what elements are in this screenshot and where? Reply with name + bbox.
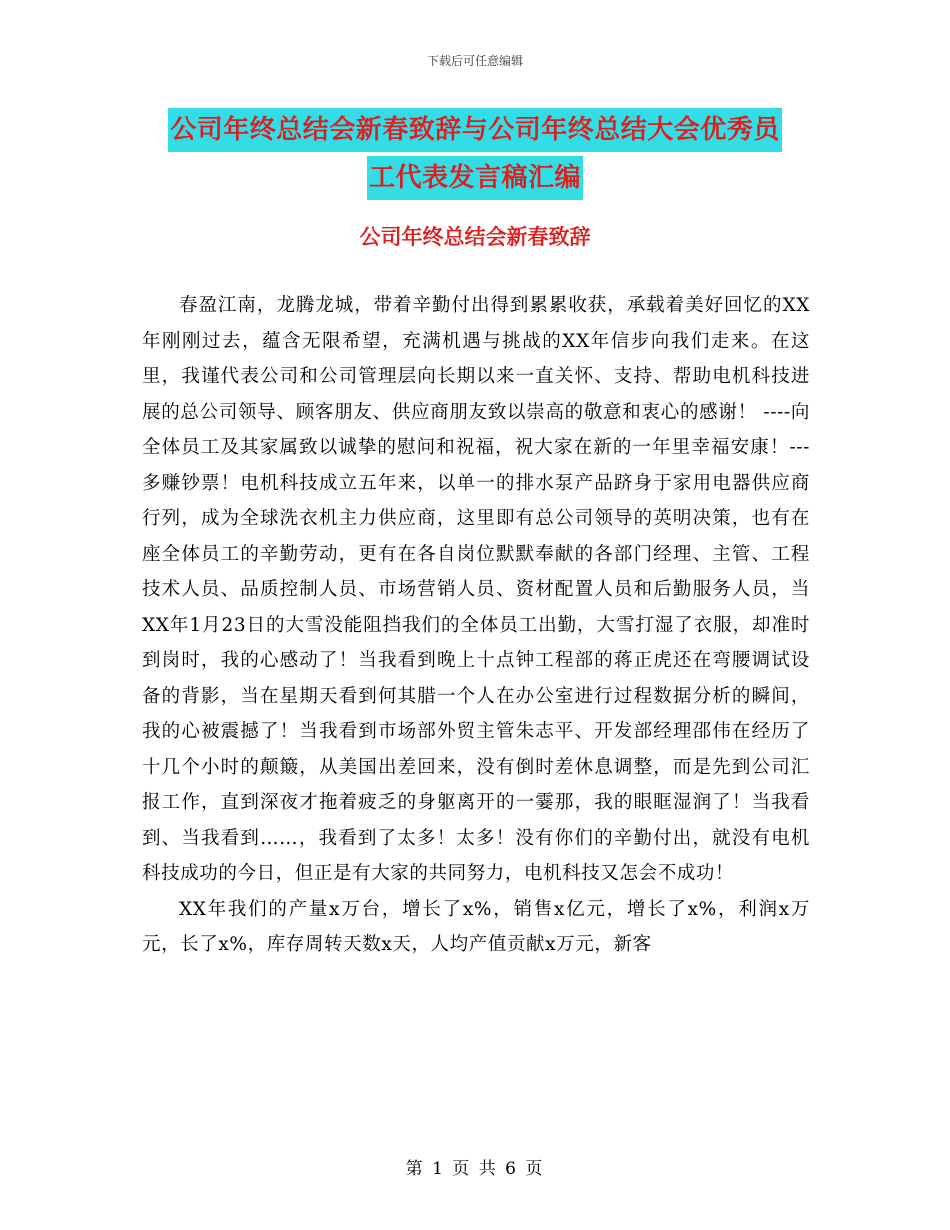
title-line-1: 公司年终总结会新春致辞与公司年终总结大会优秀员 [168, 108, 782, 152]
paragraph-2: XX年我们的产量x万台，增长了x%，销售x亿元，增长了x%，利润x万元，长了x%，库存周转天数x天，人均产值贡献x万元，新客 [142, 898, 810, 955]
paragraph-1: 春盈江南，龙腾龙城，带着辛勤付出得到累累收获，承载着美好回忆的XX年刚刚过去，蕴含无限希望，充满机遇与挑战的XX年信步向我们走来。在这里，我谨代表公司和公司管理层向长期以来一直关怀、支持、帮助电机科技进展的总公司领导、顾客朋友、供应商朋友致以崇高的敬意和衷心的感谢！ ----向全体员工及其家属致以诚挚的慰问和祝福，祝大家在新的一年里幸福安康！---多赚钞票！电机科技成立五年来，以单一的排水泵产品跻身于家用电器供应商行列，成为全球洗衣机主力供应商，这里即有总公司领导的英明决策，也有在座全体员工的辛勤劳动，更有在各自岗位默默奉献的各部门经理、主管、工程技术人员、品质控制人员、市场营销人员、资材配置人员和后勤服务人员，当XX年1月23日的大雪没能阻挡我们的全体员工出勤，大雪打湿了衣服，却准时到岗时，我的心感动了！当我看到晚上十点钟工程部的蒋正虎还在弯腰调试设备的背影，当在星期天看到何其腊一个人在办公室进行过程数据分析的瞬间，我的心被震撼了！当我看到市场部外贸主管朱志平、开发部经理邵伟在经历了十几个小时的颠簸，从美国出差回来，没有倒时差休息调整，而是先到公司汇报工作，直到深夜才拖着疲乏的身躯离开的一霎那，我的眼眶湿润了！当我看到、当我看到……，我看到了太多！太多！没有你们的辛勤付出，就没有电机科技成功的今日，但正是有大家的共同努力，电机科技又怎会不成功！ [142, 295, 810, 884]
title-line-2: 工代表发言稿汇编 [367, 156, 583, 200]
document-title [0, 108, 950, 200]
header-note: 下载后可任意编辑 [426, 54, 523, 68]
body-content [142, 288, 810, 963]
page-number-footer: 第 1 页 共 6 页 [405, 1159, 545, 1179]
section-heading: 公司年终总结会新春致辞 [359, 224, 591, 249]
